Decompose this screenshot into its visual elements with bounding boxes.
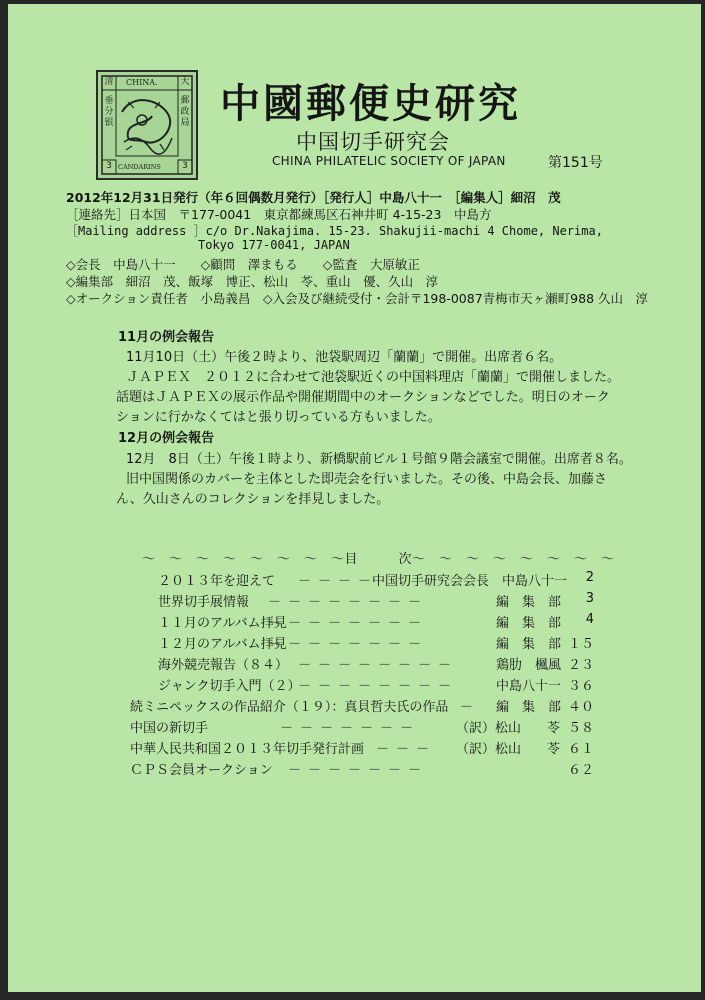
toc-item-page: 3 xyxy=(585,591,594,606)
stamp-top-label: CHINA. xyxy=(126,78,158,87)
december-report-line-1: 12月 8日（土）午後１時より、新橋駅前ビル１号館９階会議室で開催。出席者８名。 xyxy=(126,452,632,467)
society-name-english: CHINA PHILATELIC SOCIETY OF JAPAN xyxy=(272,154,506,168)
toc-item-author: 編 集 部 xyxy=(496,700,562,715)
toc-item-leader: －－－－－－－－ xyxy=(298,658,459,673)
toc-item-title: 世界切手展情報 xyxy=(158,595,250,610)
stamp-value-left: 3 xyxy=(106,161,112,171)
toc-item-title: １２月のアルバム拝見 xyxy=(158,637,287,652)
toc-item-leader: －－－ xyxy=(376,742,437,757)
november-report-line-3: 話題はＪＡＰＥＸの展示作品や開催期間中のオークションなどでした。明日のオーク xyxy=(116,390,610,405)
toc-item-title: 中国の新切手 xyxy=(130,721,209,736)
toc-item-page: 4 xyxy=(585,612,594,627)
toc-item-page: ３６ xyxy=(567,679,594,694)
toc-item-page: ４０ xyxy=(567,700,594,715)
toc-item-leader: －－－－－－－－ xyxy=(298,679,459,694)
stamp-value-right: 3 xyxy=(182,161,188,171)
toc-item-page: ２３ xyxy=(567,658,594,673)
toc-item-page: ６２ xyxy=(567,763,594,778)
november-report-heading: 11月の例会報告 xyxy=(118,330,215,345)
journal-cover-page xyxy=(8,4,701,992)
toc-item-title: １１月のアルバム拝見 xyxy=(158,616,287,631)
toc-item-title: 中華人民共和国２０１３年切手発行計画 xyxy=(130,742,365,757)
toc-item-author: （訳）松山 苓 xyxy=(456,742,561,757)
toc-item-author: 編 集 部 xyxy=(496,637,562,652)
toc-item-title: ＣＰＳ会員オークション xyxy=(130,763,273,778)
toc-item-leader: －－－－－－－ xyxy=(280,721,421,736)
contact-line: ［連絡先］日本国 〒177-0041 東京都練馬区石神井町 4-15-23 中島方 xyxy=(66,207,492,222)
officers-line: ◇会長 中島八十一 ◇顧問 澤まもる ◇監査 大原敏正 xyxy=(66,257,420,272)
society-name: 中国切手研究会 xyxy=(296,130,450,154)
toc-item-author: 鶏肋 楓風 xyxy=(496,658,562,673)
december-report-line-3: ん、久山さんのコレクションを拝見しました。 xyxy=(116,492,390,507)
toc-item-author: （訳）松山 苓 xyxy=(456,721,561,736)
stamp-bottom-label: CANDARINS xyxy=(118,163,161,171)
toc-item-author: 編 集 部 xyxy=(496,595,562,610)
december-report-heading: 12月の例会報告 xyxy=(118,431,215,446)
stamp-right-column: 郵政局 xyxy=(180,96,190,128)
toc-item-leader: －－－－－－－ xyxy=(288,763,429,778)
mailing-address-city: Tokyo 177-0041, JAPAN xyxy=(198,238,350,252)
toc-item-leader: － xyxy=(460,700,481,715)
toc-item-author: 中島八十一 xyxy=(496,679,562,694)
toc-item-title: ジャンク切手入門（２） xyxy=(158,679,301,694)
journal-title: 中國郵便史研究 xyxy=(220,81,521,127)
publication-line: 2012年12月31日発行（年６回偶数月発行）［発行人］中島八十一 ［編集人］細沼 茂 xyxy=(66,190,561,205)
stamp-right-top-char: 大 xyxy=(180,77,190,87)
november-report-line-2: ＪＡＰＥＸ ２０１２に合わせて池袋駅近くの中国料理店「蘭蘭」で開催しました。 xyxy=(126,370,621,385)
toc-item-leader: －－－－－－－－ xyxy=(268,616,429,631)
stamp-left-column: 垂分银 xyxy=(104,96,114,128)
toc-item-author: 中国切手研究会会長 中島八十一 xyxy=(372,574,568,589)
toc-item-page: １５ xyxy=(567,637,594,652)
toc-item-leader: －－－－－－－－ xyxy=(268,637,429,652)
issue-number: 第151号 xyxy=(548,155,603,171)
mailing-address-line: ［Mailing address ］c/o Dr.Nakajima. 15-23. Shakujii-machi 4 Chome, Nerima, xyxy=(66,224,603,238)
auction-membership-line: ◇オークション責任者 小島義昌 ◇入会及び継続受付・会計〒198-0087青梅市天ヶ瀬町988 久山 淳 xyxy=(66,291,648,306)
toc-item-author: 編 集 部 xyxy=(496,616,562,631)
toc-item-leader: －－－－ xyxy=(298,574,379,589)
november-report-line-4: ションに行かなくてはと張り切っている方もいました。 xyxy=(116,410,441,425)
toc-header: ～ ～ ～ ～ ～ ～ ～ ～目 次～ ～ ～ ～ ～ ～ ～ ～ xyxy=(142,552,615,567)
stamp-left-top-char: 清 xyxy=(104,77,114,87)
editorial-staff-line: ◇編集部 細沼 茂、飯塚 博正、松山 苓、重山 優、久山 淳 xyxy=(66,274,439,289)
large-dragon-stamp-logo xyxy=(96,70,198,180)
november-report-line-1: 11月10日（土）午後２時より、池袋駅周辺「蘭蘭」で開催。出席者６名。 xyxy=(126,350,563,365)
toc-item-page: ６１ xyxy=(567,742,594,757)
toc-item-title: 海外競売報告（８４） xyxy=(158,658,289,673)
december-report-line-2: 旧中国関係のカバーを主体とした即売会を行いました。その後、中島会長、加藤さ xyxy=(126,472,608,487)
toc-item-page: 2 xyxy=(585,570,594,585)
toc-item-leader: －－－－－－－－ xyxy=(268,595,429,610)
toc-item-title: 続ミニペックスの作品紹介（１９）：真貝哲夫氏の作品 xyxy=(130,700,449,715)
toc-item-page: ５８ xyxy=(567,721,594,736)
toc-item-title: ２０１３年を迎えて xyxy=(158,574,276,589)
